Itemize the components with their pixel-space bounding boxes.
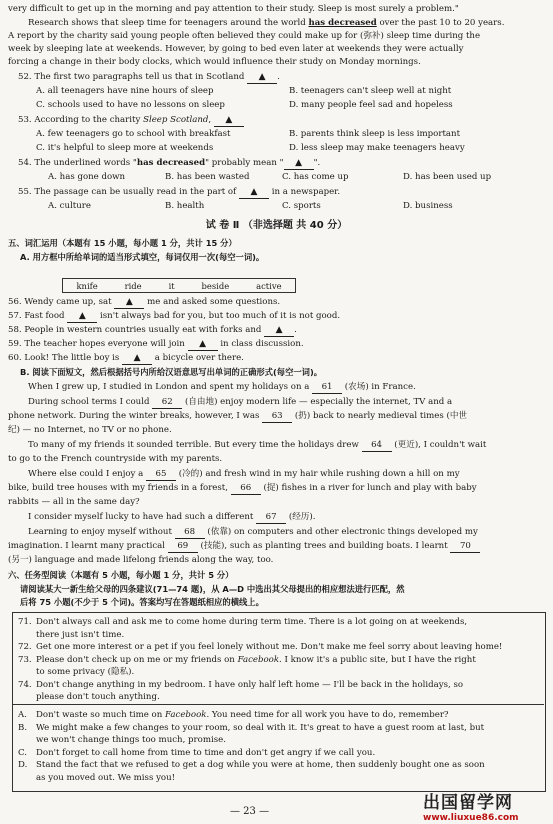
option-b[interactable]: B. health: [165, 201, 205, 211]
hint: (捉) fishes in a river for lunch and play with baby: [263, 483, 477, 493]
option-c[interactable]: C. sports: [282, 201, 321, 211]
hint: (经历).: [288, 512, 316, 522]
cloze-line: [8, 527, 478, 539]
word-option: it: [168, 280, 175, 291]
text: imagination. I learnt many practical: [8, 541, 166, 551]
triangle-icon: ▲: [125, 297, 133, 307]
text: .: [294, 325, 297, 335]
option-d[interactable]: D. less sleep may make teenagers heavy: [289, 143, 465, 153]
question-60: [8, 353, 244, 365]
text: as you moved out. We miss you!: [36, 772, 176, 783]
bold-phrase: has decreased: [136, 158, 206, 168]
answer-blank[interactable]: 70: [450, 541, 480, 553]
advice-line: [18, 642, 502, 653]
text: ,: [208, 115, 212, 125]
answer-blank[interactable]: [214, 115, 244, 127]
advice-line: [18, 617, 467, 628]
answer-blank[interactable]: 68: [175, 527, 205, 539]
advice-line: [36, 667, 134, 678]
text: isn't always bad for you, but too much of it is not good.: [100, 311, 341, 321]
answer-blank[interactable]: 62: [152, 397, 182, 409]
triangle-icon: ▲: [275, 325, 283, 335]
advice-line: [36, 630, 124, 641]
question-number: 52.: [18, 72, 32, 82]
word-box: [62, 278, 296, 293]
answer-blank[interactable]: [122, 353, 152, 365]
reply-number: A.: [18, 710, 27, 720]
watermark-logo: [423, 788, 519, 823]
question-number: 58.: [8, 325, 22, 335]
passage-end-line: very difficult to get up in the morning and pay attention to their study. Sleep is most surely a problem.": [8, 4, 459, 14]
cloze-line: to go to the French countryside with my parents.: [8, 454, 223, 464]
hint: (自由地) enjoy modern life — especially the internet, TV and a: [184, 397, 453, 407]
option-c[interactable]: C. schools used to have no lessons on sleep: [36, 100, 225, 110]
cloze-line: [8, 382, 416, 394]
advice-number: 72.: [18, 642, 32, 652]
paper-title: 试 卷 Ⅱ （非选择题 共 40 分）: [205, 220, 348, 231]
answer-blank[interactable]: [239, 187, 269, 199]
cloze-line: 纪) — no Internet, no TV or no phone.: [8, 425, 172, 435]
section-title: 六、任务型阅读（本题有 5 小题，每小题 1 分，共计 5 分）: [8, 570, 234, 580]
paragraph-line: forcing a change in their body clocks, which would influence their study on Monday mornings.: [8, 57, 421, 67]
answer-blank[interactable]: [284, 158, 314, 170]
section-title: 五、词汇运用（本题有 15 小题，每小题 1 分，共计 15 分）: [8, 238, 237, 248]
option-c[interactable]: C. it's helpful to sleep more at weekends: [36, 143, 214, 153]
text: Don't forget to call home from time to time and don't get angry if we call you.: [36, 747, 376, 758]
answer-blank[interactable]: 69: [168, 541, 198, 553]
paragraph-line: [8, 18, 504, 29]
answer-blank[interactable]: 63: [262, 411, 292, 423]
answer-blank[interactable]: 66: [231, 483, 261, 495]
answer-blank[interactable]: [247, 72, 277, 84]
cloze-line: [8, 411, 467, 423]
cloze-line: rabbits — all in the same day?: [8, 497, 140, 507]
text: bike, build tree houses with my friends in a forest,: [8, 483, 228, 493]
hint: (冷的) and fresh wind in my hair while rushing down a hill on my: [178, 469, 460, 479]
hint: (扔) back to nearly medieval times (中世: [294, 411, 468, 421]
text: ".: [313, 158, 321, 168]
text: Learning to enjoy myself without: [28, 527, 172, 537]
option-b[interactable]: B. has been wasted: [165, 172, 250, 182]
question-number: 59.: [8, 339, 22, 349]
question-number: 60.: [8, 353, 22, 363]
option-a[interactable]: A. few teenagers go to school with breakfast: [36, 129, 231, 139]
option-d[interactable]: D. business: [403, 201, 453, 211]
text: we won't change things too much, promise.: [36, 735, 226, 745]
answer-blank[interactable]: 67: [256, 512, 286, 524]
advice-number: 73.: [18, 654, 32, 665]
option-a[interactable]: A. culture: [48, 201, 91, 211]
hint: (技能), such as planting trees and building boats. I learnt: [200, 541, 448, 551]
section-subtitle: A. 用方框中所给单词的适当形式填空，每词仅用一次(每空一词)。: [20, 252, 265, 262]
answer-blank[interactable]: [67, 311, 97, 323]
text: Stand the fact that we refused to get a dog while you were at home, then suddenly bought one as soon: [36, 760, 485, 770]
text: there just isn't time.: [36, 629, 125, 640]
text: When I grew up, I studied in London and spent my holidays on a: [28, 382, 310, 392]
reply-line: [36, 773, 175, 784]
reply-number: B.: [18, 722, 28, 733]
question-number: 57.: [8, 311, 22, 321]
text: Get one more interest or a pet if you feel lonely without me. Don't make me feel sorry about leaving home!: [36, 642, 503, 652]
text: to some privacy (隐私).: [36, 667, 135, 677]
question-58: [8, 325, 297, 337]
question-52: [18, 72, 280, 84]
answer-blank[interactable]: 61: [312, 382, 342, 394]
question-number: 54.: [18, 158, 32, 168]
option-b[interactable]: B. parents think sleep is less important: [289, 129, 461, 139]
text: Don't always call and ask me to come home during term time. There is a lot going on at weekends,: [36, 617, 468, 627]
triangle-icon: ▲: [295, 158, 303, 168]
text: Don't change anything in my bedroom. I have only half left home — I'll be back in the holidays, so: [36, 679, 464, 690]
question-stem: The passage can be usually read in the part of: [34, 187, 237, 197]
cloze-line: (另一) language and made lifelong friends along the way, too.: [8, 555, 274, 565]
watermark-text: 出国留学网: [423, 793, 513, 813]
question-59: [8, 339, 304, 351]
question-number: 56.: [8, 297, 22, 307]
question-stem: According to the charity: [34, 115, 141, 125]
question-stem: The underlined words ": [34, 158, 137, 168]
hint: (依靠) on computers and other electronic things developed my: [207, 527, 478, 537]
reply-number: D.: [18, 760, 28, 770]
text: During school terms I could: [28, 397, 150, 407]
text: . You need time for all work you have to do, remember?: [206, 710, 449, 720]
text: People in western countries usually eat with forks and: [24, 325, 262, 335]
text: Facebook: [165, 710, 207, 720]
reply-number: C.: [18, 747, 28, 758]
text: " probably mean ": [205, 158, 284, 168]
text: We might make a few changes to your room, so deal with it. It's great to have a guest room at last, but: [36, 722, 485, 733]
answer-blank[interactable]: 65: [146, 469, 176, 481]
text: To many of my friends it sounded terrible. But every time the holidays drew: [28, 440, 359, 450]
section-instructions: 请阅读某大一新生给父母的四条建议(71—74 题)，从 A—D 中选出其父母提出的相应想法进行匹配，然: [20, 584, 405, 594]
advice-line: [18, 680, 463, 691]
text: .: [277, 72, 280, 82]
reply-line: [36, 735, 226, 746]
triangle-icon: ▲: [133, 353, 141, 363]
text: phone network. During the winter breaks, however, I was: [8, 411, 260, 421]
text: me and asked some questions.: [147, 297, 281, 307]
text: Look! The little boy is: [24, 353, 120, 363]
text: a bicycle over there.: [154, 353, 244, 363]
question-56: [8, 297, 280, 309]
triangle-icon: ▲: [258, 72, 266, 82]
question-54: [18, 158, 320, 170]
advice-line: [36, 692, 160, 703]
section-instructions: 后将 75 小题(不少于 5 个词)。答案均写在答题纸相应的横线上。: [20, 597, 264, 607]
reply-line: [18, 760, 485, 771]
reply-line: [18, 748, 375, 759]
text: in class discussion.: [220, 339, 304, 349]
cloze-line: [8, 469, 460, 481]
underlined-phrase: has decreased: [308, 18, 377, 28]
divider: [12, 704, 544, 705]
advice-number: 71.: [18, 617, 32, 627]
advice-line: [18, 655, 476, 666]
option-c[interactable]: C. has come up: [282, 172, 349, 182]
text: Facebook: [237, 654, 280, 665]
reply-line: [18, 723, 484, 734]
text: Where else could I enjoy a: [28, 469, 144, 479]
text: Wendy came up, sat: [24, 297, 112, 307]
answer-blank[interactable]: [188, 339, 218, 351]
text: . I know it's a public site, but I have the right: [279, 654, 476, 665]
text: I consider myself lucky to have had such a different: [28, 512, 254, 522]
italic-title: Sleep Scotland: [143, 115, 209, 125]
answer-blank[interactable]: [114, 297, 144, 309]
question-number: 55.: [18, 187, 32, 197]
triangle-icon: ▲: [225, 115, 233, 125]
triangle-icon: ▲: [78, 311, 86, 321]
option-d[interactable]: D. many people feel sad and hopeless: [289, 100, 453, 110]
hint: (农场) in France.: [344, 382, 416, 392]
option-a[interactable]: A. has gone down: [48, 172, 126, 182]
text: Please don't check up on me or my friends on: [36, 654, 238, 665]
section-subtitle: B. 阅读下面短文，然后根据括号内所给汉语意思写出单词的正确形式(每空一词)。: [20, 367, 323, 377]
answer-blank[interactable]: [264, 325, 294, 337]
option-d[interactable]: D. has been used up: [403, 172, 492, 182]
cloze-line: [8, 397, 452, 409]
text: please don't touch anything.: [36, 692, 160, 702]
paragraph-line: week by sleeping late at weekends. However, by going to bed even later at weekends they were actually: [8, 44, 464, 54]
answer-blank[interactable]: 64: [362, 440, 392, 452]
advice-number: 74.: [18, 679, 32, 690]
question-53: [18, 115, 244, 127]
question-stem: The first two paragraphs tell us that in Scotland: [34, 72, 245, 82]
text: Fast food: [24, 311, 65, 321]
word-option: beside: [201, 280, 230, 291]
triangle-icon: ▲: [250, 187, 258, 197]
hint: (更近), I couldn't wait: [394, 440, 487, 450]
cloze-line: [8, 440, 486, 452]
paragraph-line: A report by the charity said young people often believed they could make up for (弥补) sleep time during the: [8, 31, 481, 41]
question-55: [18, 187, 340, 199]
text: in a newspaper.: [271, 187, 341, 197]
option-a[interactable]: A. all teenagers have nine hours of sleep: [36, 86, 214, 96]
option-b[interactable]: B. teenagers can't sleep well at night: [289, 86, 452, 96]
watermark-url: www.liuxue86.com: [423, 813, 519, 823]
cloze-line: [8, 541, 480, 553]
word-option: ride: [124, 280, 142, 291]
question-number: 53.: [18, 115, 32, 125]
text: The teacher hopes everyone will join: [24, 339, 185, 349]
reply-line: [18, 710, 449, 721]
triangle-icon: ▲: [199, 339, 207, 349]
text: over the past 10 to 20 years.: [379, 18, 505, 28]
question-57: [8, 311, 340, 323]
text: Don't waste so much time on: [36, 710, 165, 720]
cloze-line: [8, 512, 315, 524]
word-option: knife: [76, 280, 98, 291]
cloze-line: [8, 483, 477, 495]
word-option: active: [256, 280, 282, 291]
page-number: — 23 —: [230, 806, 270, 817]
text: Research shows that sleep time for teenagers around the world: [28, 18, 306, 28]
